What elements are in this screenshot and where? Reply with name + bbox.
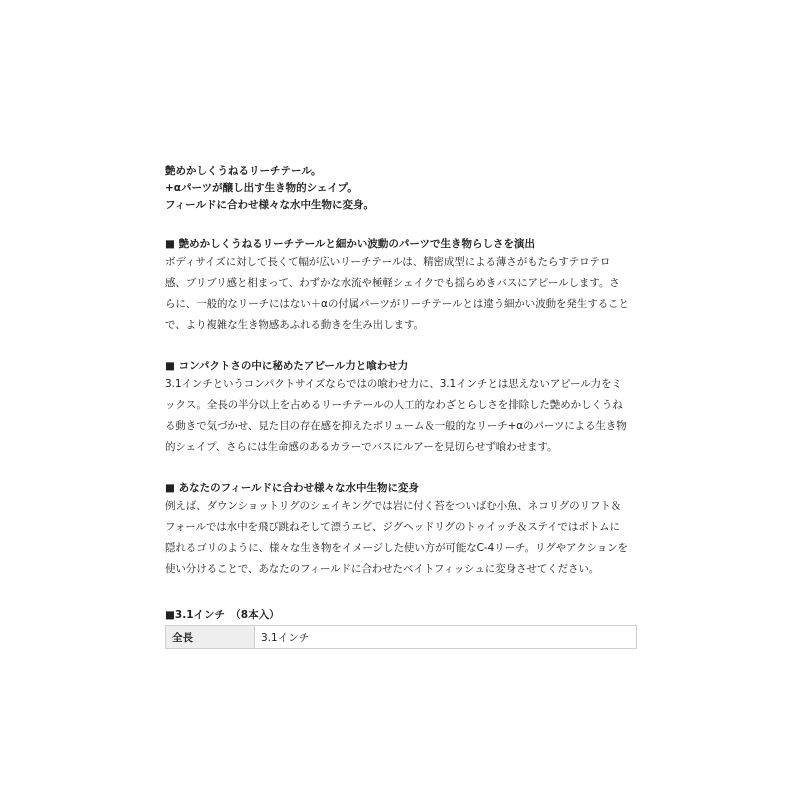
product-description — [165, 163, 640, 649]
intro-line: +αパーツが醸し出す生き物的シェイプ。 — [165, 182, 358, 194]
section-line: 使い分けることで、あなたのフィールドに合わせたベイトフィッシュに変身させてください。 — [165, 563, 600, 575]
section-line: らに、一般的なリーチにはない＋αの付属パーツがリーチテールとは違う細かい波動を発生すること — [165, 298, 629, 310]
spec-table — [165, 625, 637, 649]
section-line: 例えば、ダウンショットリグのシェイキングでは岩に付く苔をついばむ小魚、ネコリグのリフト＆ — [165, 500, 622, 512]
section-line: ックス。全長の半分以上を占めるリーチテールの人工的なわざとらしさを排除した艶めかしくうね — [165, 399, 623, 411]
intro-line: フィールドに合わせ様々な水中生物に変身。 — [165, 199, 374, 211]
section-title: ■ 艶めかしくうねるリーチテールと細かい波動のパーツで生き物らしさを演出 — [165, 238, 535, 250]
spec-block — [165, 608, 640, 649]
section-title: ■ あなたのフィールドに合わせ様々な水中生物に変身 — [165, 482, 420, 494]
spec-key: 全長 — [166, 626, 255, 649]
intro-tagline — [165, 163, 640, 214]
spec-title: ■3.1インチ （8本入） — [165, 609, 280, 621]
section-line: 感、ブリブリ感と相まって、わずかな水流や極軽シェイクでも揺らめきバスにアピールします。さ — [165, 277, 620, 289]
intro-line: 艶めかしくうねるリーチテール。 — [165, 165, 322, 177]
section-line: 隠れるゴリのように、様々な生き物をイメージした使い方が可能なC-4リーチ。リグやアクションを — [165, 542, 628, 554]
section-title: ■ コンパクトさの中に秘めたアピール力と喰わせ力 — [165, 360, 409, 372]
spec-value: 3.1インチ — [255, 626, 637, 649]
section-line: ボディサイズに対して長くて幅が広いリーチテールは、精密成型による薄さがもたらすテロテロ — [165, 256, 611, 268]
table-row — [166, 626, 637, 649]
section-compact-appeal — [165, 358, 640, 458]
section-line: 3.1インチというコンパクトサイズならではの喰わせ力に、3.1インチとは思えないアピール力をミ — [165, 378, 622, 390]
section-field-transform — [165, 480, 640, 580]
section-leech-tail — [165, 236, 640, 336]
section-line: 的シェイプ、さらには生命感のあるカラーでバスにルアーを見切らせず喰わせます。 — [165, 441, 558, 453]
section-line: で、より複雑な生き物感あふれる動きを生み出します。 — [165, 319, 424, 331]
section-line: る動きで気づかせ、見た目の存在感を抑えたボリューム＆一般的なリーチ+αのパーツによる生き物 — [165, 420, 627, 432]
section-line: フォールでは水中を飛び跳ねそして漂うエビ、ジグヘッドリグのトゥイッチ＆ステイではボトムに — [165, 521, 620, 533]
